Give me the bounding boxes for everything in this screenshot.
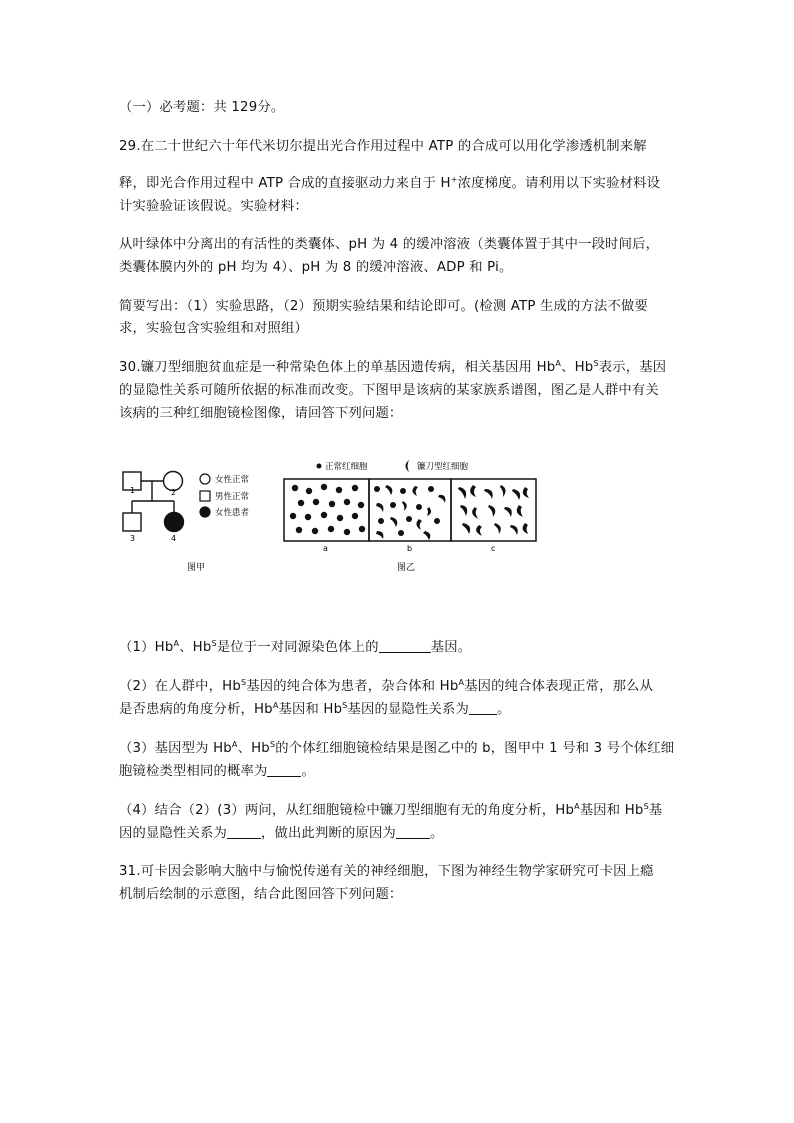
panel-label: b bbox=[407, 544, 413, 553]
q30-sub3-line1: （3）基因型为 $Hb^A$、$Hb^S$的个体红细胞镜检结果是图乙中的 b，图甲中 1 号和 3 号个体红细 bbox=[119, 740, 675, 756]
q30-sub2-line1: （2）在人群中，$Hb^S$基因的纯合体为患者，杂合体和 $Hb^A$基因的纯合体表现正常，那么从 bbox=[119, 678, 654, 694]
pedigree-and-microscopy-figure bbox=[119, 455, 549, 575]
q30-line1: 30.镰刀型细胞贫血症是一种常染色体上的单基因遗传病，相关基因用 $Hb^A$、$Hb^S$表示，基因 bbox=[119, 359, 667, 375]
q29-requirement-1: 简要写出：（1）实验思路，（2）预期实验结果和结论即可。(检测 ATP 生成的方法不做要 bbox=[119, 299, 648, 314]
q30-sub2-line2: 是否患病的角度分析，$Hb^A$基因和 $Hb^S$基因的显隐性关系为 。 bbox=[119, 701, 511, 717]
panel-b-cells bbox=[374, 485, 445, 540]
q31-line1: 31.可卡因会影响大脑中与愉悦传递有关的神经细胞，下图为神经生物学家研究可卡因上瘾 bbox=[119, 864, 654, 879]
q30-line2: 的显隐性关系可随所依据的标准而改变。下图甲是该病的某家族系谱图，图乙是人群中有关 bbox=[119, 383, 659, 398]
q30-line3: 该病的三种红细胞镜检图像，请回答下列问题： bbox=[119, 406, 403, 421]
panel-c-cells bbox=[458, 485, 529, 536]
answer-blank[interactable] bbox=[227, 824, 261, 839]
normal-cell-icon bbox=[317, 464, 322, 469]
section-heading: （一）必考题：共 129分。 bbox=[119, 100, 285, 115]
q29-line1: 29.在二十世纪六十年代米切尔提出光合作用过程中 ATP 的合成可以用化学渗透机制来解 bbox=[119, 139, 647, 154]
pedigree-chart bbox=[123, 472, 184, 532]
micro-legend-sickle: 镰刀型红细胞 bbox=[417, 462, 469, 472]
q30-sub4-line2: 因的显隐性关系为 ，做出此判断的原因为 。 bbox=[119, 826, 444, 841]
legend-label: 男性正常 bbox=[215, 492, 250, 502]
answer-blank[interactable] bbox=[379, 638, 431, 653]
micro-legend-normal: 正常红细胞 bbox=[325, 462, 368, 472]
q29-requirement-2: 求，实验包含实验组和对照组） bbox=[119, 321, 308, 336]
answer-blank[interactable] bbox=[267, 762, 301, 777]
panel-b bbox=[369, 479, 451, 541]
answer-blank[interactable] bbox=[469, 700, 497, 715]
q30-sub4-line1: （4）结合（2）(3）两问，从红细胞镜检中镰刀型细胞有无的角度分析，$Hb^A$基因和 $Hb^S$基 bbox=[119, 802, 663, 818]
q31-line2: 机制后绘制的示意图，结合此图回答下列问题： bbox=[119, 887, 403, 902]
answer-blank[interactable] bbox=[396, 824, 430, 839]
sickle-cell-icon bbox=[406, 460, 410, 472]
pedigree-number: 4 bbox=[171, 534, 177, 543]
legend-female-normal-icon bbox=[200, 474, 210, 484]
pedigree-affected-female-4 bbox=[165, 513, 184, 532]
panel-label: a bbox=[323, 544, 328, 553]
q29-line3: 计实验验证该假说。实验材料： bbox=[119, 199, 308, 214]
legend-label: 女性患者 bbox=[215, 508, 250, 518]
legend-female-affected-icon bbox=[200, 507, 210, 517]
q29-materials-2: 类囊体膜内外的 pH 均为 4）、pH 为 8 的缓冲溶液、ADP 和 Pi。 bbox=[119, 260, 513, 275]
q29-line2: 释，即光合作用过程中 ATP 合成的直接驱动力来自于 H+浓度梯度。请利用以下实验材料设 bbox=[119, 175, 661, 191]
panel-a-cells bbox=[290, 484, 365, 535]
pedigree-male-3 bbox=[123, 513, 141, 531]
caption-figure-a: 图甲 bbox=[187, 563, 206, 573]
figure bbox=[119, 455, 549, 575]
panel-label: c bbox=[491, 544, 496, 553]
caption-figure-b: 图乙 bbox=[397, 563, 416, 573]
q30-sub3-line2: 胞镜检类型相同的概率为 。 bbox=[119, 764, 315, 779]
legend-label: 女性正常 bbox=[215, 475, 250, 485]
q29-materials-1: 从叶绿体中分离出的有活性的类囊体、pH 为 4 的缓冲溶液（类囊体置于其中一段时间后， bbox=[119, 237, 660, 252]
pedigree-number: 3 bbox=[130, 534, 136, 543]
legend-male-normal-icon bbox=[200, 491, 210, 501]
pedigree-number: 1 bbox=[130, 486, 136, 495]
pedigree-number: 2 bbox=[171, 488, 177, 497]
q30-sub1: $(1)Hb^A$、$Hb^S$是位于一对同源染色体上的 基因。 bbox=[119, 639, 472, 655]
